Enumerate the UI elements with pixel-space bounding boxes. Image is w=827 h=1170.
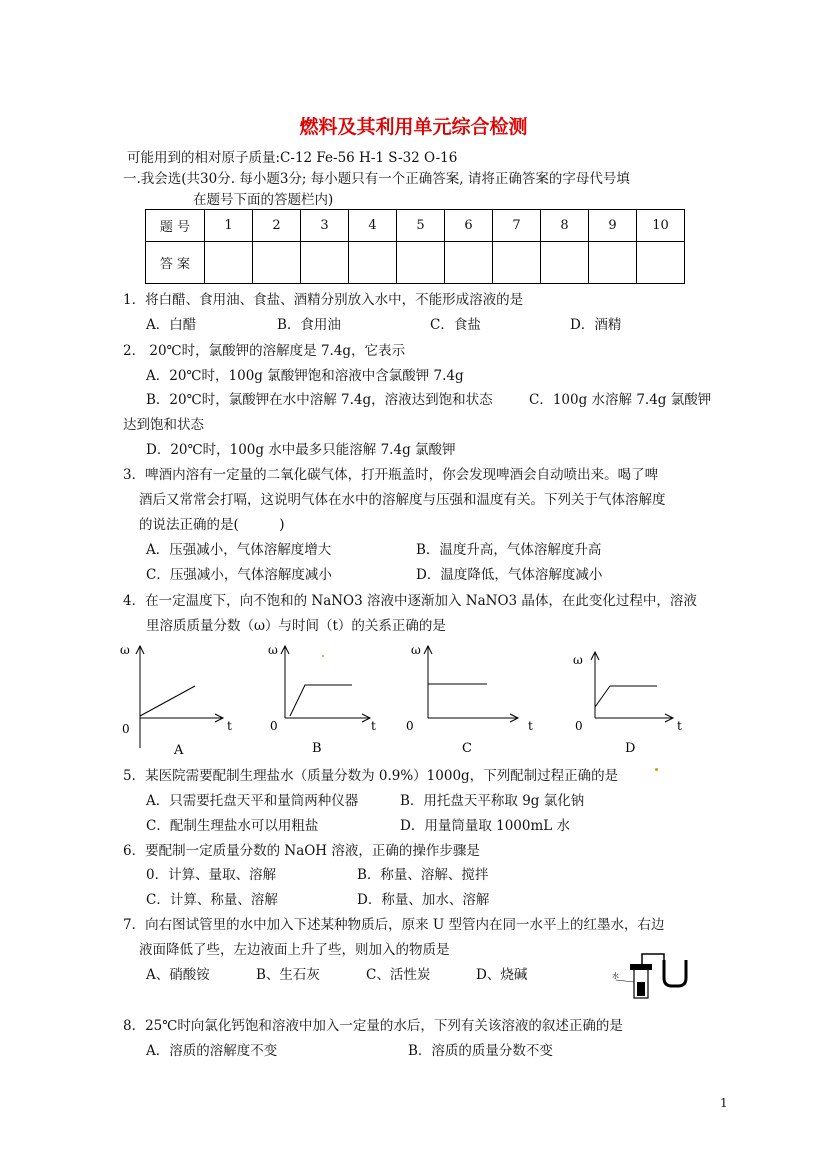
q1-option-c: C．食盐 [430,317,481,333]
y-label: ω [411,643,421,657]
question-number: 7 [493,210,541,242]
origin-label: 0 [575,719,583,733]
graph-b [260,638,390,758]
question-number: 6 [445,210,493,242]
liquid [637,982,645,996]
q6-option-d: D．称量、加水、溶解 [357,892,490,908]
question-number: 1 [205,210,253,242]
question-3-stem-cont2: 的说法正确的是( ) [139,517,285,533]
question-number: 2 [253,210,301,242]
question-6-stem: 6．要配制一定质量分数的 NaOH 溶液，正确的操作步骤是 [123,843,480,859]
water-label: 水 [612,972,619,980]
q3-option-c: C．压强减小，气体溶解度减小 [146,567,332,583]
q2-option-c: C．100g 水溶解 7.4g 氯酸钾 [529,392,712,408]
answer-cell[interactable] [493,242,541,284]
answer-cell[interactable] [253,242,301,284]
option-label: B [312,741,322,756]
origin-label: 0 [122,722,130,736]
x-label: t [677,719,682,733]
question-number: 8 [541,210,589,242]
question-8-stem: 8．25℃时向氯化钙饱和溶液中加入一定量的水后，下列有关该溶液的叙述正确的是 [123,1018,623,1034]
u-tube [664,960,686,986]
question-number: 10 [637,210,685,242]
answer-table [145,209,685,284]
q2-option-c-cont: 达到饱和状态 [123,417,204,433]
q3-option-a: A．压强减小，气体溶解度增大 [146,542,332,558]
origin-label: 0 [406,719,414,733]
curve [595,686,657,707]
question-number: 3 [301,210,349,242]
test-tube-u-tube-figure [612,946,698,1008]
q6-option-b: B．称量、溶解、搅拌 [357,867,489,883]
answer-cell[interactable] [541,242,589,284]
question-2-stem: 2． 20℃时，氯酸钾的溶解度是 7.4g，它表示 [123,343,406,359]
option-label: C [462,741,472,756]
question-4-stem: 4．在一定温度下，向不饱和的 NaNO3 溶液中逐渐加入 NaNO3 晶体，在此变化过程中，溶液 [123,593,697,609]
q7-option-d: D、烧碱 [476,967,528,983]
label-pointer [616,980,634,982]
q5-option-b: B．用托盘天平称取 9g 氯化钠 [400,793,585,809]
question-number: 9 [589,210,637,242]
answer-cell[interactable] [397,242,445,284]
q1-option-b: B．食用油 [277,317,341,333]
q2-option-a: A．20℃时，100g 氯酸钾饱和溶液中含氯酸钾 7.4g [146,368,464,384]
question-3-stem-cont: 酒后又常常会打嗝，这说明气体在水中的溶解度与压强和温度有关。下列关于气体溶解度 [139,492,666,508]
question-5-stem: 5．某医院需要配制生理盐水（质量分数为 0.9%）1000g，下列配制过程正确的是 [123,768,619,784]
q3-option-b: B．温度升高，气体溶解度升高 [416,542,602,558]
question-number: 5 [397,210,445,242]
question-number: 4 [349,210,397,242]
stray-dot [322,655,324,657]
graph-d [570,638,700,758]
answer-cell[interactable] [589,242,637,284]
q2-option-b: B．20℃时，氯酸钾在水中溶解 7.4g，溶液达到饱和状态 [146,392,493,408]
stray-dot [655,768,658,771]
q5-option-c: C．配制生理盐水可以用粗盐 [146,818,319,834]
y-label: ω [120,643,130,657]
q6-option-a: 0．计算、量取、溶解 [146,867,277,883]
stopper [630,964,652,970]
y-label: ω [573,653,583,667]
answer-table-answer-row [146,242,685,284]
answer-table-number-row [146,210,685,242]
section-heading: 一.我会选(共30分. 每小题3分; 每小题只有一个正确答案, 请将正确答案的字母代号填 [123,171,630,187]
y-label: ω [268,643,278,657]
section-heading-cont: 在题号下面的答题栏内) [193,192,334,208]
answer-cell[interactable] [301,242,349,284]
q5-option-a: A．只需要托盘天平和量筒两种仪器 [146,793,359,809]
origin-label: 0 [270,719,278,733]
row-label-answer: 答 案 [146,242,205,284]
question-7-stem: 7．向右图试管里的水中加入下述某种物质后，原来 U 型管内在同一水平上的红墨水，右边 [123,917,665,933]
q2-option-d: D．20℃时，100g 水中最多只能溶解 7.4g 氯酸钾 [146,442,456,458]
answer-cell[interactable] [205,242,253,284]
q8-option-a: A．溶质的溶解度不变 [146,1043,278,1059]
graph-c [403,638,543,758]
q7-option-c: C、活性炭 [366,967,431,983]
q7-option-a: A、硝酸铵 [146,967,210,983]
graph-a [115,638,245,758]
answer-cell[interactable] [637,242,685,284]
question-1-stem: 1．将白醋、食用油、食盐、酒精分别放入水中，不能形成溶液的是 [123,292,524,308]
question-3-stem: 3．啤酒内溶有一定量的二氧化碳气体，打开瓶盖时，你会发现啤酒会自动喷出来。喝了啤 [123,467,659,483]
curve [140,686,195,716]
q5-option-d: D．用量筒量取 1000mL 水 [400,818,571,834]
q6-option-c: C．计算、称量、溶解 [146,892,278,908]
page-title: 燃料及其利用单元综合检测 [299,116,528,138]
option-label: D [625,741,636,756]
question-7-stem-cont: 液面降低了些，左边液面上升了些，则加入的物质是 [139,942,450,958]
q1-option-a: A．白醋 [146,317,197,333]
atomic-masses: 可能用到的相对原子质量:C-12 Fe-56 H-1 S-32 O-16 [127,150,458,166]
q1-option-d: D．酒精 [570,317,622,333]
option-label: A [174,743,184,758]
q3-option-d: D．温度降低，气体溶解度减小 [416,567,603,583]
curve [290,685,352,716]
x-label: t [528,719,533,733]
answer-cell[interactable] [445,242,493,284]
answer-cell[interactable] [349,242,397,284]
q7-option-b: B、生石灰 [256,967,320,983]
page-number: 1 [720,1096,728,1110]
row-label-number: 题 号 [146,210,205,242]
x-label: t [227,719,232,733]
question-4-stem-cont: 里溶质质量分数（ω）与时间（t）的关系正确的是 [146,618,446,634]
q8-option-b: B．溶质的质量分数不变 [408,1043,553,1059]
x-label: t [371,719,376,733]
